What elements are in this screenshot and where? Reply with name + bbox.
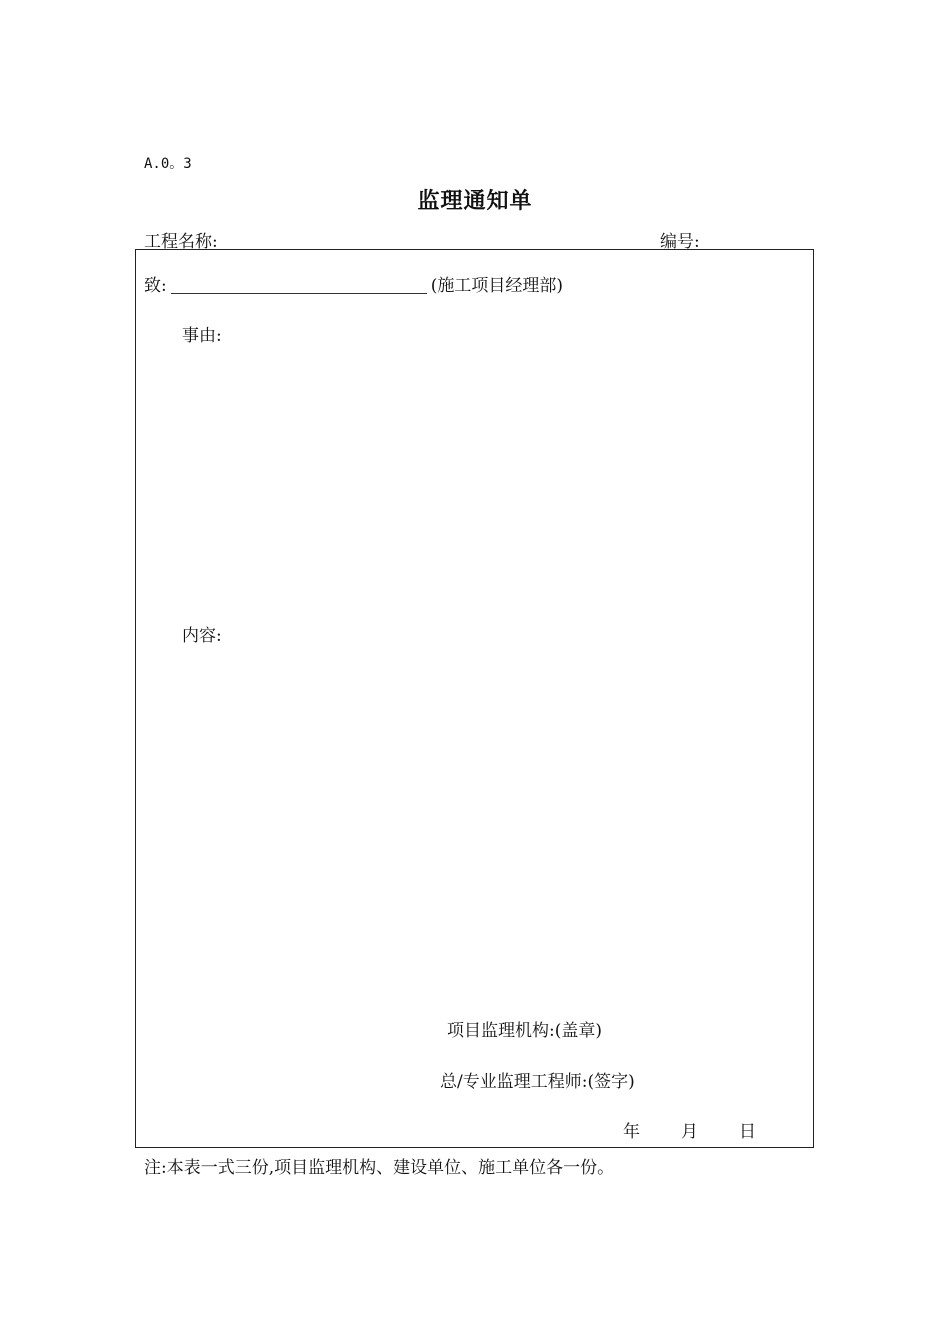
- form-border: [135, 249, 814, 1148]
- recipient-label: 致:: [144, 276, 167, 296]
- page-title: 监理通知单: [417, 188, 533, 214]
- form-code: A.0。3: [144, 156, 192, 172]
- date-month-label: 月: [681, 1122, 698, 1142]
- recipient-row: [144, 271, 563, 296]
- engineer-signature-label: 总/专业监理工程师:(签字): [440, 1072, 635, 1092]
- date-year-label: 年: [623, 1122, 640, 1142]
- content-label: 内容:: [182, 626, 222, 646]
- recipient-suffix: (施工项目经理部): [430, 276, 563, 296]
- date-day-label: 日: [739, 1122, 756, 1142]
- supervision-org-seal-label: 项目监理机构:(盖章): [447, 1021, 602, 1041]
- serial-number-label: 编号:: [660, 232, 700, 252]
- recipient-blank-line[interactable]: [171, 275, 427, 294]
- reason-label: 事由:: [182, 326, 222, 346]
- footnote: 注:本表一式三份,项目监理机构、建设单位、施工单位各一份。: [144, 1158, 615, 1178]
- project-name-label: 工程名称:: [144, 232, 218, 252]
